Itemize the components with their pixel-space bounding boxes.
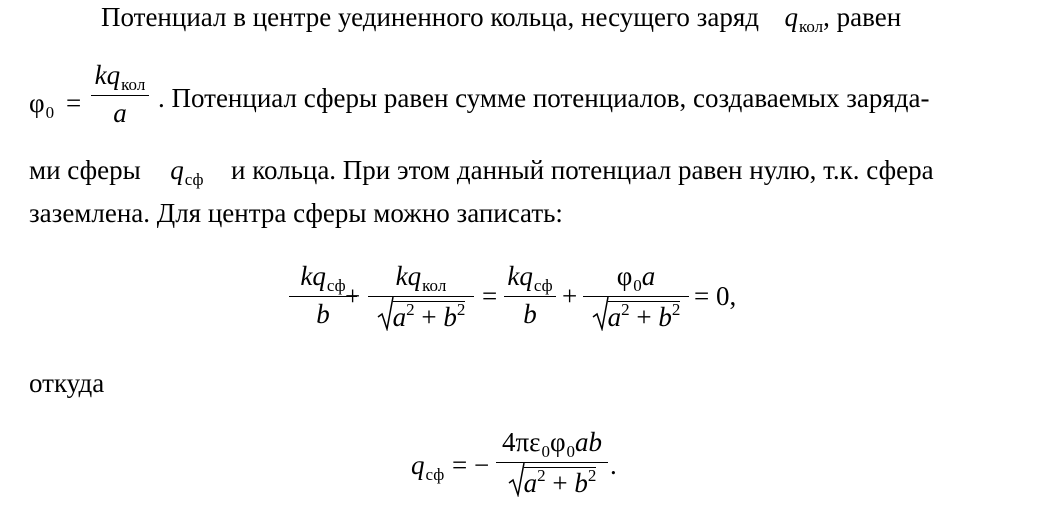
equation-tail: = 0, [694,281,737,311]
subscript: сф [425,465,445,484]
plus: + [552,468,568,498]
text: , равен [823,2,902,32]
plus-sign: + [345,281,361,311]
phi: φ [29,88,45,118]
subscript: сф [326,276,346,295]
denominator: b [316,299,330,329]
subscript: 0 [45,103,55,122]
subscript: 0 [633,276,642,295]
sqrt-icon [592,301,681,331]
equals-sign: = [482,281,498,311]
radicand-b: b [443,302,457,332]
exponent: 2 [587,466,597,485]
variable-a: a [641,261,656,291]
subscript: кол [798,17,824,36]
subscript: 0 [541,442,550,461]
term-3 [504,263,556,328]
numerator: kq [300,261,326,291]
plus-sign: + [562,281,578,311]
denominator [592,301,681,331]
phi: φ [549,427,566,457]
subscript: сф [184,170,204,189]
subscript: сф [533,276,553,295]
equals-minus: = − [452,450,490,480]
paragraph-line-4: заземлена. Для центра сферы можно записать: [29,198,563,228]
paragraph-line-5: откуда [29,368,105,398]
phi: φ [616,261,633,291]
charge-symbol: q [784,2,798,32]
plus: + [421,302,437,332]
denominator [508,467,597,497]
denominator [377,301,466,331]
paragraph-line-2: . Потенциал сферы равен сумме потенциалов, создаваемых заряда- [158,83,930,113]
fraction-bar [91,95,149,96]
numerator: kq [507,261,533,291]
text: и кольца. При этом данный потенциал равен нулю, т.к. сфера [231,155,934,185]
paragraph-line-3 [29,155,934,189]
exponent: 2 [456,300,466,319]
sqrt-icon [377,301,466,331]
numerator: kq [395,261,422,291]
denominator: a [113,98,127,128]
term-4 [583,263,689,331]
equals-sign: = [66,88,82,118]
text: ми сферы [29,155,141,185]
radicand-b: b [574,468,588,498]
period: . [610,450,617,480]
radicand-a: a [523,468,538,498]
term-2 [368,263,474,331]
exponent: 2 [406,300,415,319]
plus: + [636,302,652,332]
radicand-a: a [392,302,407,332]
charge-symbol: q [411,450,425,480]
denominator: b [523,299,537,329]
exponent: 2 [537,466,546,485]
fraction [91,62,149,127]
fraction-bar [504,296,556,297]
variables-ab: ab [575,427,603,457]
lhs [411,450,445,484]
text: Потенциал в центре уединенного кольца, несущего заряд [101,2,759,32]
radicand-a: a [607,302,622,332]
numerator-4pi-eps: 4πε [501,427,541,457]
subscript: 0 [566,442,576,461]
paragraph-line-1 [101,2,902,36]
subscript: кол [121,75,146,94]
charge-symbol: q [170,155,184,185]
radicand-b: b [658,302,672,332]
exponent: 2 [621,300,630,319]
sqrt-icon [508,467,597,497]
numerator: kq [94,60,121,90]
subscript: кол [422,276,447,295]
exponent: 2 [671,300,681,319]
potential-symbol [29,88,55,122]
result-fraction [496,429,608,497]
